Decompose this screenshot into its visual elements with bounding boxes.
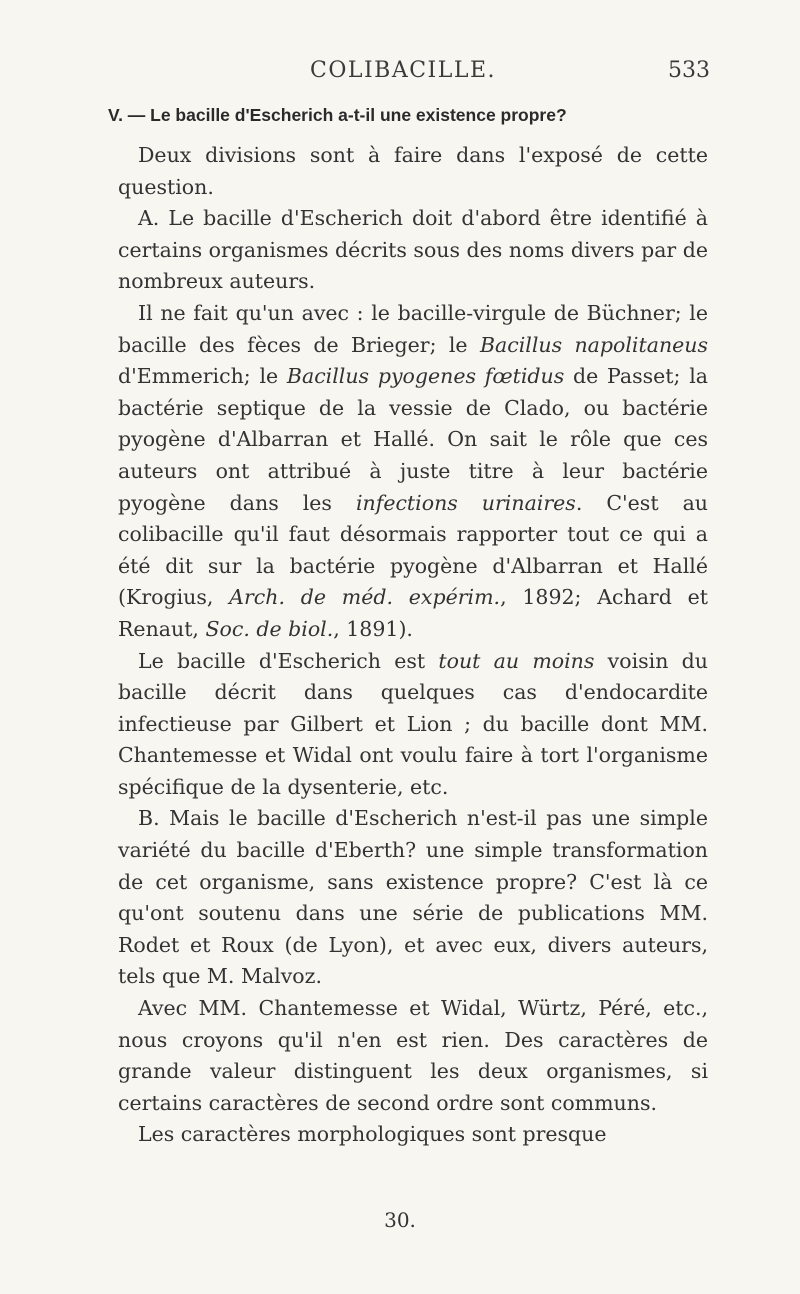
paragraph [118, 803, 708, 993]
text-run: Deux divisions sont à faire dans l'exposé de cette question. [118, 143, 708, 199]
page-number: 533 [668, 58, 710, 83]
paragraph [118, 298, 708, 646]
signature-number: 30. [384, 1208, 416, 1232]
text-run: voisin du bacille décrit dans quelques cas d'endocardite infectieuse par Gilbert et Lion ; du bacille dont MM. Chantemesse et Widal ont voulu faire à tort l'organisme spécifique de la dysenterie, etc. [118, 648, 708, 799]
italic-text: Bacillus pyogenes fœtidus [286, 364, 565, 389]
paragraph [118, 140, 708, 203]
text-run: de Passet; la bactérie septique de la vessie de Clado, ou bactérie pyogène d'Albarran et Hallé. On sait le rôle que ces auteurs ont attribué à juste titre à leur bactérie pyogène dans les [118, 364, 708, 515]
text-run: , 1891). [333, 616, 413, 641]
text-run: Il ne fait qu'un avec : le bacille-virgule de Büchner; le bacille des fèces de Brieger; le [118, 300, 708, 357]
text-run: B. Mais le bacille d'Escherich n'est-il pas une simple variété du bacille d'Eberth? une simple transformation de cet organisme, sans existence propre? C'est là ce qu'ont soutenu dans une série de publications MM. Rodet et Roux (de Lyon), et avec eux, divers auteurs, tels que M. Malvoz. [118, 806, 708, 989]
paragraph [118, 646, 708, 804]
text-run: Les caractères morphologiques sont presque [138, 1122, 607, 1147]
italic-text: Arch. de méd. expérim. [229, 585, 501, 610]
text-run: d'Emmerich; le [118, 364, 287, 389]
italic-text: tout au moins [438, 648, 595, 673]
body-text [118, 140, 708, 1151]
italic-text: Bacillus napolitaneus [479, 332, 709, 357]
section-heading: V. — Le bacille d'Escherich a-t-il une existence propre? [108, 105, 567, 125]
paragraph [118, 1119, 708, 1151]
italic-text: Soc. de biol. [205, 616, 334, 641]
text-run: , 1892; Achard et Renaut, [118, 585, 709, 641]
running-title: COLIBACILLE. [309, 58, 497, 83]
text-run: Le bacille d'Escherich est [138, 648, 439, 673]
text-run: A. Le bacille d'Escherich doit d'abord être identifié à certains organismes décrits sous des noms divers par de nombreux auteurs. [118, 206, 708, 294]
italic-text: infections urinaires [355, 490, 576, 515]
text-run: Avec MM. Chantemesse et Widal, Würtz, Péré, etc., nous croyons qu'il n'en est rien. Des caractères de grande valeur distinguent les deux organismes, si certains caractères de second ordre sont communs. [118, 996, 708, 1115]
running-head [96, 58, 710, 88]
text-run: . C'est au colibacille qu'il faut désormais rapporter tout ce qui a été dit sur la bactérie pyogène d'Albarran et Hallé (Krogius, [118, 490, 709, 610]
paragraph [118, 203, 708, 298]
paragraph [118, 993, 708, 1119]
